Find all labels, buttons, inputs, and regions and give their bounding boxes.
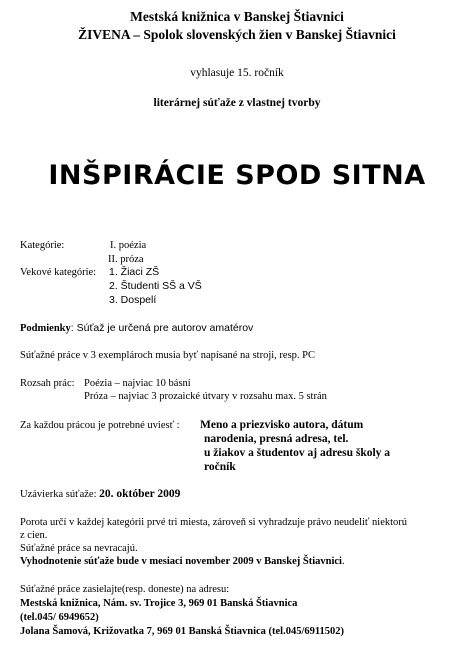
header-line-zivena: ŽIVENA – Spolok slovenských žien v Banskej Štiavnici (78, 27, 396, 42)
conditions-text: : Súťaž je určená pre autorov amatérov (70, 322, 254, 334)
category-item: II. próza (108, 254, 144, 265)
age-categories-label: Vekové kategórie: (20, 267, 97, 278)
categories-label: Kategórie: (20, 240, 65, 251)
required-line: narodenia, presná adresa, tel. (204, 433, 349, 445)
conditions-label: Podmienky (20, 323, 71, 334)
deadline-line (20, 488, 180, 501)
scope-poetry: Poézia – najviac 10 básní (84, 378, 191, 389)
jury-line: Porota určí v každej kategórii prvé tri miesta, zároveň si vyhradzuje právo neudeliť niektorú (20, 517, 408, 528)
scope-label: Rozsah prác: (20, 378, 75, 389)
age-category-item: 3. Dospelí (109, 294, 157, 306)
contact-library: Mestská knižnica, Nám. sv. Trojice 3, 969 01 Banská Štiavnica (20, 598, 298, 609)
submission-line: Súťažné práce v 3 exemplároch musia byť napísané na stroji, resp. PC (20, 350, 316, 361)
deadline-label: Uzávierka súťaže: (20, 489, 97, 500)
jury-line: z cien. (20, 530, 48, 541)
contact-library-phone: (tel.045/ 6949652) (20, 612, 99, 623)
required-line: Meno a priezvisko autora, dátum (200, 419, 364, 431)
header-line-library: Mestská knižnica v Banskej Štiavnici (130, 9, 344, 24)
page-title: INŠPIRÁCIE SPOD SITNA (48, 160, 426, 191)
age-category-item: 2. Študenti SŠ a VŠ (109, 280, 202, 292)
conditions-line (20, 322, 253, 335)
competition-line: literárnej súťaže z vlastnej tvorby (153, 97, 321, 109)
results-line (20, 555, 345, 568)
results-end: . (341, 556, 345, 567)
deadline-date: 20. október 2009 (99, 488, 181, 500)
required-line: u žiakov a študentov aj adresu školy a (204, 447, 391, 459)
category-item: I. poézia (110, 240, 147, 251)
contact-person: Jolana Šamová, Križovatka 7, 969 01 Banská Štiavnica (tel.045/6911502) (20, 626, 345, 637)
jury-line: Súťažné práce sa nevracajú. (20, 543, 138, 554)
scope-prose: Próza – najviac 3 prozaické útvary v rozsahu max. 5 strán (84, 391, 327, 402)
required-line: ročník (204, 461, 236, 473)
announce-line: vyhlasuje 15. ročník (190, 67, 284, 79)
results-text: Vyhodnotenie súťaže bude v mesiaci november 2009 v Banskej Štiavnici (20, 556, 342, 567)
age-category-item: 1. Žiaci ZŠ (109, 266, 160, 278)
required-label: Za každou prácou je potrebné uviesť : (20, 420, 180, 431)
contacts-intro: Súťažné práce zasielajte(resp. doneste) na adresu: (20, 584, 230, 595)
